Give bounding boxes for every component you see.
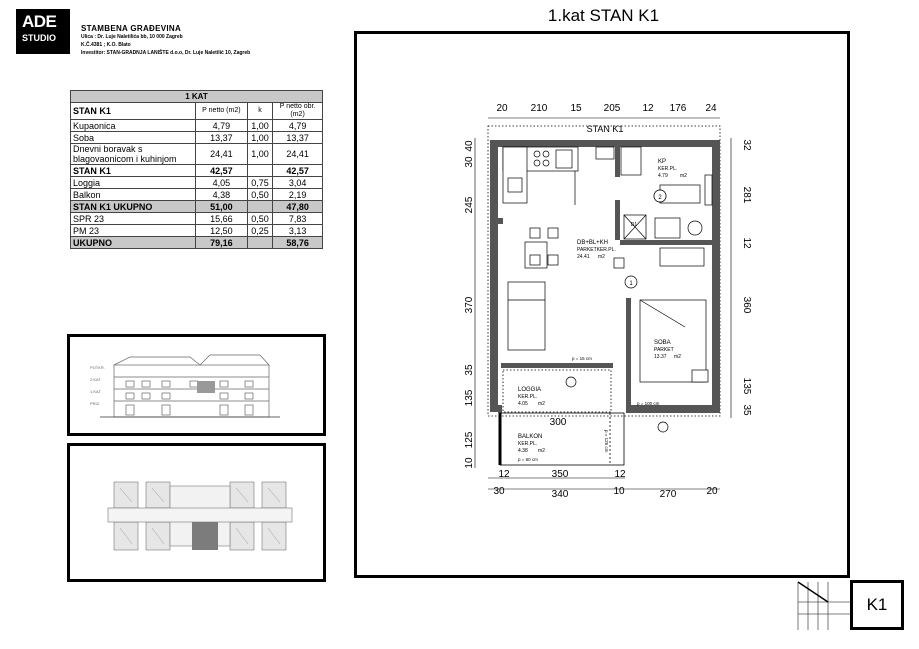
- dim-top: 20: [496, 103, 508, 114]
- logo-subtext: STUDIO: [22, 33, 57, 43]
- cell-k: 0,75: [247, 177, 272, 189]
- cell-name: Loggia: [71, 177, 196, 189]
- room-loggia-area: 4.05: [518, 401, 528, 407]
- cell-netto: 4,79: [195, 120, 247, 132]
- dim-bottom: 20: [706, 486, 718, 497]
- dim-left: 245: [464, 196, 475, 214]
- unit-label: STAN K1: [586, 124, 624, 134]
- table-row: [71, 213, 323, 225]
- dim-bottom: 10: [613, 486, 625, 497]
- cell-netto: 4,38: [195, 189, 247, 201]
- cell-k: 1,00: [247, 132, 272, 144]
- marker-1: 1: [629, 281, 633, 287]
- dim-right: 35: [741, 404, 752, 416]
- cell-obr: 47,80: [273, 201, 323, 213]
- room-soba-floor: PARKET: [654, 347, 674, 353]
- project-address: Ulica : Dr. Luje Naletilića bb, 10 000 Zagreb: [81, 34, 183, 40]
- floor-header: 1 KAT: [71, 91, 323, 103]
- dim-left: 135: [464, 389, 475, 407]
- room-soba-name: SOBA: [654, 340, 671, 346]
- level-label: POTKR.: [90, 365, 105, 370]
- note-p100: p = 100 cm: [637, 401, 660, 406]
- dim-bottom: 12: [614, 469, 626, 480]
- project-title: STAMBENA GRAĐEVINA: [81, 24, 182, 33]
- cell-k: [247, 165, 272, 177]
- dim-top: 24: [705, 103, 717, 114]
- cell-k: 0,50: [247, 213, 272, 225]
- table-row: [71, 144, 323, 165]
- room-soba-area: 13.37: [654, 354, 667, 360]
- note-p15: p = 15 cm: [572, 356, 592, 361]
- cell-k: [247, 201, 272, 213]
- dim-right: 12: [741, 237, 752, 249]
- cell-name: Balkon: [71, 189, 196, 201]
- col-netto-obr: P netto obr. (m2): [273, 103, 323, 120]
- room-kp-floor: KER.PL.: [658, 166, 678, 172]
- project-investor: Investitor: STAN-GRADNJA LANIŠTE d.o.o, Dr. Luje Naletilić 10, Zagreb: [81, 50, 251, 56]
- area-table: [70, 90, 323, 249]
- dim-left: 10: [464, 457, 475, 469]
- table-row: [71, 132, 323, 144]
- room-kp-area: 4.79: [658, 173, 668, 179]
- marker-2: 2: [658, 195, 662, 201]
- col-k: k: [247, 103, 272, 120]
- room-balkon-area: 4.38: [518, 448, 528, 454]
- room-balkon-floor: KER.PL.: [518, 441, 538, 447]
- dim-bottom: 30: [493, 486, 505, 497]
- cell-name: Dnevni boravak s blagovaonicom i kuhinjom: [71, 144, 196, 165]
- dim-bottom: 350: [551, 469, 569, 480]
- room-db-floor: PARKETKER.PL.: [577, 247, 616, 253]
- project-cadastre: K.Č.4381 ; K.O. Blato: [81, 42, 131, 48]
- table-row: [71, 120, 323, 132]
- project-header: [81, 24, 250, 57]
- cell-obr: 3,04: [273, 177, 323, 189]
- cell-k: 0,50: [247, 189, 272, 201]
- cell-netto: 4,05: [195, 177, 247, 189]
- floor-plan-frame: [354, 31, 850, 578]
- dim-right: 281: [741, 186, 752, 204]
- dim-top: 15: [570, 103, 582, 114]
- cell-name: PM 23: [71, 225, 196, 237]
- room-loggia-floor: KER.PL.: [518, 394, 538, 400]
- cell-netto: 42,57: [195, 165, 247, 177]
- cell-netto: 24,41: [195, 144, 247, 165]
- level-label: 2.KAT: [90, 377, 101, 382]
- dim-inner: 300: [549, 417, 567, 428]
- cell-obr: 4,79: [273, 120, 323, 132]
- cell-name: Kupaonica: [71, 120, 196, 132]
- table-row: [71, 225, 323, 237]
- room-kp-unit: m2: [680, 173, 687, 179]
- cell-name: UKUPNO: [71, 237, 196, 249]
- dim-top: 12: [642, 103, 654, 114]
- dim-top: 176: [669, 103, 687, 114]
- cell-netto: 51,00: [195, 201, 247, 213]
- cell-netto: 12,50: [195, 225, 247, 237]
- table-row: [71, 201, 323, 213]
- level-label: 1.KAT: [90, 389, 101, 394]
- room-loggia-name: LOGGIA: [518, 387, 542, 393]
- room-balkon-name: BALKON: [518, 434, 543, 440]
- cell-name: SPR 23: [71, 213, 196, 225]
- dim-left: 40: [464, 140, 475, 152]
- plan-title: 1.kat STAN K1: [547, 6, 660, 25]
- col-netto: P netto (m2): [195, 103, 247, 120]
- floor-keyplan-thumbnail: [67, 443, 326, 582]
- cell-obr: 42,57: [273, 165, 323, 177]
- keyplan-drawing: [70, 446, 323, 579]
- dim-left: 370: [464, 296, 475, 314]
- cell-name: STAN K1 UKUPNO: [71, 201, 196, 213]
- table-row: [71, 189, 323, 201]
- cell-obr: 2,19: [273, 189, 323, 201]
- room-db-area: 24.41: [577, 254, 590, 260]
- table-row: [71, 237, 323, 249]
- dim-bottom: 270: [659, 489, 677, 500]
- cell-netto: 79,16: [195, 237, 247, 249]
- studio-logo: [16, 9, 70, 54]
- table-row: [71, 165, 323, 177]
- dim-left: 35: [464, 364, 475, 376]
- cell-k: 1,00: [247, 120, 272, 132]
- cell-obr: 58,76: [273, 237, 323, 249]
- door-note-d1: D1: [630, 222, 638, 228]
- dim-top: 205: [603, 103, 621, 114]
- level-label: PRIZ.: [90, 401, 101, 406]
- note-p60: p = 60 cm: [518, 457, 538, 462]
- room-loggia-unit: m2: [538, 401, 545, 407]
- col-name: STAN K1: [71, 103, 196, 120]
- corner-detail: [796, 580, 852, 632]
- room-db-unit: m2: [598, 254, 605, 260]
- dim-right: 135: [741, 377, 752, 395]
- highlighted-unit: [197, 381, 215, 393]
- cell-netto: 13,37: [195, 132, 247, 144]
- room-kp-name: KP: [658, 159, 667, 165]
- room-balkon-unit: m2: [538, 448, 545, 454]
- logo-text: ADE: [22, 12, 57, 31]
- cell-k: 1,00: [247, 144, 272, 165]
- cell-k: [247, 237, 272, 249]
- cell-netto: 15,66: [195, 213, 247, 225]
- dim-top: 210: [530, 103, 548, 114]
- note-p125: p = 125 cm: [604, 430, 609, 453]
- dim-bottom: 340: [551, 489, 569, 500]
- dim-bottom: 12: [498, 469, 510, 480]
- cell-name: STAN K1: [71, 165, 196, 177]
- cell-obr: 24,41: [273, 144, 323, 165]
- room-db-name: DB+BL+KH: [577, 240, 609, 246]
- dim-left: 125: [464, 431, 475, 449]
- cell-obr: 3,13: [273, 225, 323, 237]
- floor-plan-drawing: [357, 34, 847, 575]
- table-row: [71, 177, 323, 189]
- dim-left: 30: [464, 156, 475, 168]
- elevation-thumbnail: [67, 334, 326, 436]
- table-body: [71, 120, 323, 249]
- dim-right: 360: [741, 296, 752, 314]
- room-soba-unit: m2: [674, 354, 681, 360]
- sheet-label: K1: [850, 580, 904, 630]
- dim-right: 32: [741, 139, 752, 151]
- highlighted-unit: [192, 522, 218, 550]
- cell-obr: 7,83: [273, 213, 323, 225]
- cell-name: Soba: [71, 132, 196, 144]
- cell-k: 0,25: [247, 225, 272, 237]
- cell-obr: 13,37: [273, 132, 323, 144]
- elevation-drawing: [70, 337, 323, 433]
